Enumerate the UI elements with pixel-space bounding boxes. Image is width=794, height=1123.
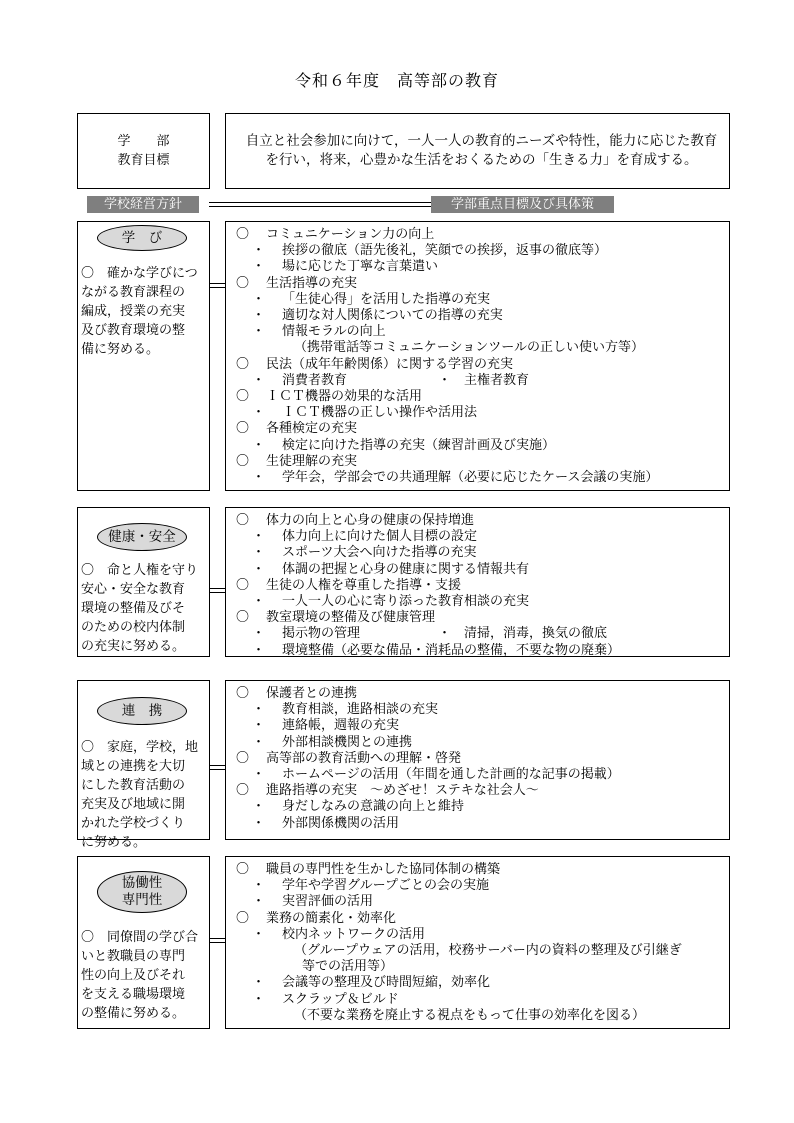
item-text: 生徒理解の充実 [266,453,358,469]
policy-line: にした教育活動の [81,778,186,793]
item-text: 挨拶の徹底（語先後礼，笑顔での挨拶，返事の徹底等） [282,243,608,259]
item-text: 情報モラルの向上 [282,324,386,340]
focus-subitem [236,324,729,340]
bullet-marker-icon [236,1008,294,1024]
item-text: 進路指導の充実 ～めざせ！ステキな社会人～ [266,783,539,799]
bullet-marker-icon: ・ [252,767,266,783]
item-text: スポーツ大会へ向けた指導の充実 [282,545,477,561]
policy-line: 安心・安全な教育 [81,582,186,597]
bullet-marker-icon: ・ [252,799,266,815]
focus-subitem [236,735,729,751]
section-oval-text: 協働性 [121,875,163,891]
focus-item [236,783,729,799]
item-text: 連絡帳，週報の充実 [282,718,400,734]
bullet-marker-icon [236,959,302,975]
focus-items-box [225,680,730,840]
item-text: 等での活用等） [302,959,394,975]
bullet-marker-icon: ・ [252,815,266,831]
section-connector [210,588,225,593]
item-text: 校内ネットワークの活用 [282,926,426,942]
focus-subitem [236,975,729,991]
policy-line: の充実に努める。 [81,639,186,654]
policy-line: 充実及び地域に開 [81,797,186,812]
bullet-marker-icon: ・ [252,734,266,750]
circle-marker-icon: 〇 [236,421,250,437]
goal-label-line-2: 教育目標 [117,153,170,168]
item-text: 学年会，学部会での共通理解（必要に応じたケース会議の実施） [282,470,659,486]
bullet-marker-icon: ・ [252,437,266,453]
bullet-marker-icon: ・ [252,702,266,718]
bullet-marker-icon: ・ [252,626,266,642]
item-text: 場に応じた丁寧な言葉遣い [282,259,439,275]
focus-subitem [236,438,729,454]
circle-marker-icon: 〇 [236,453,250,469]
goal-label-line-1: 学 部 [117,134,170,149]
focus-subitem [236,1008,729,1024]
bullet-marker-icon: ・ [252,324,266,340]
item-text: 外部関係機関の活用 [282,815,400,831]
policy-line: 編成，授業の充実 [81,304,186,319]
focus-item [236,389,729,405]
section-oval-label [97,225,187,251]
policy-line: いと教職員の専門 [81,949,186,964]
item-text: スクラップ＆ビルド [282,991,399,1007]
policy-line: を支える職場環境 [81,987,186,1002]
focus-subitem [236,373,729,389]
focus-item [236,610,729,626]
item-text: 体力の向上と心身の健康の保持増進 [266,513,475,528]
policy-line: 及び教育環境の整 [81,323,186,338]
item-text: ホームページの活用（年間を通した計画的な記事の掲載） [282,767,620,783]
policy-line: 域との連携を大切 [81,759,186,774]
item-text: 環境整備（必要な備品・消耗品の整備，不要な物の廃棄） [282,642,621,658]
item-text: 会議等の整理及び時間短縮，効率化 [282,975,491,991]
item-text: 高等部の教育活動への理解・啓発 [266,750,462,766]
item-text: 学年や学習グループごとの会の実施 [282,878,489,894]
item-text: 「生徒心得」を活用した指導の充実 [282,291,491,307]
policy-line: かれた学校づくり [81,816,186,831]
policy-line: ながる教育課程の [81,285,186,300]
focus-item [236,454,729,470]
section-oval-text: 専門性 [121,892,163,908]
item-text: （不要な業務を廃止する視点をもって仕事の効率化を図る） [294,1007,646,1023]
bullet-marker-icon: ・ [252,529,266,545]
circle-marker-icon: 〇 [236,862,250,877]
focus-items-box [225,507,730,657]
bullet-marker-icon: ・ [252,308,266,324]
policy-line: 〇 確かな学びにつ [81,266,198,281]
policy-header: 学校経営方針 [87,196,199,213]
goal-text-box [225,113,730,189]
focus-subitem [236,626,729,642]
item-text: （携帯電話等コミュニケーションツールの正しい使い方等） [294,340,644,356]
focus-header: 学部重点目標及び具体策 [431,196,614,213]
circle-marker-icon: 〇 [236,783,250,799]
focus-subitem [236,718,729,734]
item-text: 外部相談機関との連携 [282,734,413,750]
section-connector [210,765,225,770]
focus-item [236,862,729,878]
focus-subitem [236,405,729,421]
focus-subitem [236,292,729,308]
policy-text [81,928,208,1023]
bullet-marker-icon: ・ [252,243,266,259]
bullet-marker-icon: ・ [252,594,266,610]
circle-marker-icon: 〇 [236,513,250,528]
item-text: 体調の把握と心身の健康に関する情報共有 [282,561,530,577]
focus-subitem [236,943,729,959]
bullet-marker-icon: ・ [252,259,266,275]
policy-line: 〇 家庭，学校，地 [81,740,199,755]
policy-text [81,264,208,359]
focus-item [236,686,729,702]
circle-marker-icon: 〇 [236,686,250,701]
item-text: 職員の専門性を生かした協同体制の構築 [266,862,501,877]
item-text: 各種検定の充実 [266,421,358,437]
item-text: 検定に向けた指導の充実（練習計画及び実施） [282,437,556,453]
policy-line: 〇 命と人権を守り [81,563,199,578]
focus-subitem [236,243,729,259]
focus-subitem [236,767,729,783]
focus-subitem [236,816,729,832]
focus-subitem [236,340,729,356]
bullet-marker-icon: ・ [252,642,266,658]
policy-line: 〇 同僚間の学び合 [81,930,199,945]
bullet-marker-icon: ・ [252,561,266,577]
bullet-marker-icon: ・ [252,975,266,991]
bullet-marker-icon [236,943,294,959]
bullet-marker-icon: ・ [252,291,266,307]
header-connector [209,202,431,207]
item-text: 教育相談，進路相談の充実 [282,702,439,718]
policy-line: に努める。 [81,835,147,850]
focus-item [236,227,729,243]
focus-item [236,513,729,529]
focus-items-box [225,856,730,1029]
circle-marker-icon: 〇 [236,389,250,405]
section-oval-label [97,523,187,551]
focus-item [236,911,729,927]
focus-item [236,578,729,594]
focus-subitem [236,992,729,1008]
focus-subitem [236,702,729,718]
section-connector [210,283,225,288]
focus-subitem [236,529,729,545]
policy-text [81,561,208,656]
policy-line: 性の向上及びそれ [81,968,186,983]
focus-subitem [236,799,729,815]
policy-line: の整備に努める。 [81,1006,186,1021]
bullet-marker-icon: ・ [252,991,266,1007]
bullet-marker-icon: ・ [252,470,266,486]
item-text: ＩＣＴ機器の効果的な活用 [266,389,423,405]
focus-subitem [236,308,729,324]
item-text: 適切な対人関係についての指導の充実 [282,308,503,324]
focus-subitem [236,470,729,486]
section-oval-text: 学 び [121,229,163,246]
section-oval-label [97,697,187,725]
circle-marker-icon: 〇 [236,910,250,926]
item-text: 業務の簡素化・効率化 [266,910,397,926]
goal-text: 自立と社会参加に向けて，一人一人の教育的ニーズや特性，能力に応じた教育を行い，将来，心豊かな生活をおくるための「生きる力」を育成する。 [245,133,718,168]
item-text: 生活指導の充実 [266,275,358,291]
policy-line: 備に努める。 [81,342,160,357]
policy-text [81,738,208,852]
item-text: 民法（成年年齢関係）に関する学習の充実 [266,356,514,372]
policy-line: 環境の整備及びそ [81,601,186,616]
item-text: 一人一人の心に寄り添った教育相談の充実 [282,594,530,610]
item-text: 実習評価の活用 [282,894,374,910]
bullet-marker-icon: ・ [252,926,266,942]
circle-marker-icon: 〇 [236,275,250,291]
circle-marker-icon: 〇 [236,356,250,372]
item-text: 保護者との連携 [266,686,358,701]
policy-line: のための校内体制 [81,620,186,635]
focus-subitem [236,562,729,578]
circle-marker-icon: 〇 [236,227,250,242]
circle-marker-icon: 〇 [236,577,250,593]
item-text: 消費者教育 ・ 主権者教育 [282,372,530,388]
item-text: コミュニケーション力の向上 [266,227,435,242]
circle-marker-icon: 〇 [236,750,250,766]
item-text: 教室環境の整備及び健康管理 [266,610,436,626]
bullet-marker-icon: ・ [252,718,266,734]
focus-item [236,421,729,437]
section-oval-label [97,871,187,913]
item-text: （グループウェアの活用，校務サーバー内の資料の整理及び引継ぎ [294,943,682,959]
section-oval-text: 健康・安全 [108,528,176,545]
item-text: 生徒の人権を尊重した指導・支援 [266,577,462,593]
focus-subitem [236,545,729,561]
item-text: 掲示物の管理 ・ 清掃，消毒，換気の徹底 [282,626,608,642]
focus-subitem [236,594,729,610]
circle-marker-icon: 〇 [236,610,250,626]
section-oval-text: 連 携 [121,702,163,719]
bullet-marker-icon [236,340,294,356]
focus-item [236,276,729,292]
item-text: ＩＣＴ機器の正しい操作や活用法 [282,405,478,421]
focus-subitem [236,927,729,943]
goal-label-box [77,113,210,189]
focus-subitem [236,959,729,975]
bullet-marker-icon: ・ [252,878,266,894]
focus-subitem [236,894,729,910]
bullet-marker-icon: ・ [252,405,266,421]
focus-subitem [236,878,729,894]
item-text: 体力向上に向けた個人目標の設定 [282,529,478,545]
bullet-marker-icon: ・ [252,545,266,561]
bullet-marker-icon: ・ [252,894,266,910]
item-text: 身だしなみの意識の向上と維持 [282,799,465,815]
page-title: 令和６年度 高等部の教育 [294,71,499,90]
focus-item [236,751,729,767]
focus-items-box [225,221,730,491]
bullet-marker-icon: ・ [252,372,266,388]
section-connector [210,938,225,943]
focus-subitem [236,259,729,275]
focus-item [236,357,729,373]
focus-subitem [236,643,729,659]
